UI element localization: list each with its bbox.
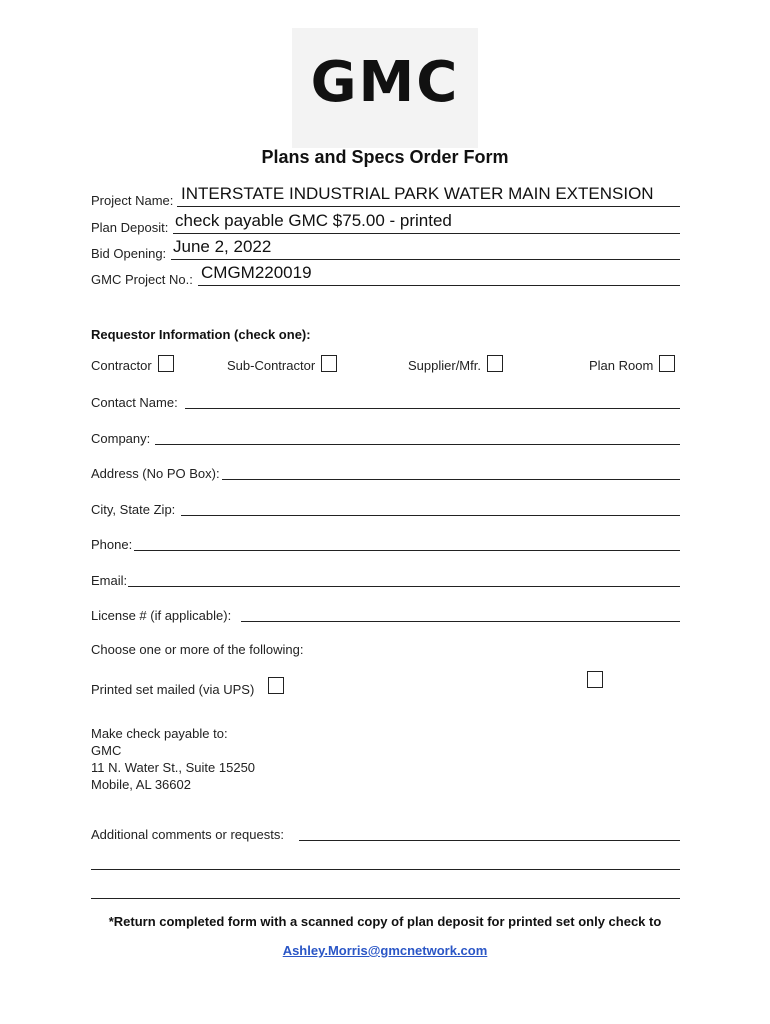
payable-line-1: Make check payable to:: [91, 726, 228, 741]
comments-field[interactable]: [91, 818, 680, 842]
address-field[interactable]: [91, 457, 680, 481]
plan-deposit-field[interactable]: [91, 211, 680, 235]
plan-deposit-label: Plan Deposit:: [91, 220, 169, 235]
license-label: License # (if applicable):: [91, 608, 232, 623]
sub-contractor-checkbox[interactable]: [321, 355, 337, 372]
second-option-checkbox[interactable]: [587, 671, 603, 688]
company-label: Company:: [91, 431, 151, 446]
payable-address: [91, 725, 255, 793]
project-name-label: Project Name:: [91, 193, 174, 208]
logo-text: GMC: [310, 50, 460, 115]
project-name-field[interactable]: [91, 184, 680, 208]
supplier-checkbox[interactable]: [487, 355, 503, 372]
address-line: [222, 479, 680, 480]
contact-name-field[interactable]: [91, 386, 680, 410]
city-state-zip-line: [181, 515, 680, 516]
requestor-heading: Requestor Information (check one):: [91, 327, 311, 342]
form-title: Plans and Specs Order Form: [261, 147, 509, 167]
payable-line-4: Mobile, AL 36602: [91, 777, 191, 792]
license-line: [241, 621, 680, 622]
gmc-project-no-value: CMGM220019: [201, 263, 312, 282]
phone-line: [134, 550, 680, 551]
license-field[interactable]: [91, 599, 680, 623]
city-state-zip-label: City, State Zip:: [91, 502, 176, 517]
company-line: [155, 444, 680, 445]
requestor-option-supplier[interactable]: [408, 355, 503, 373]
comments-line-3[interactable]: [91, 898, 680, 899]
requestor-option-contractor[interactable]: [91, 355, 174, 373]
phone-label: Phone:: [91, 537, 133, 552]
contact-email-link[interactable]: [0, 943, 770, 958]
printed-set-checkbox[interactable]: [268, 677, 284, 694]
printed-set-label: Printed set mailed (via UPS): [91, 682, 255, 697]
email-field[interactable]: [91, 564, 680, 588]
city-state-zip-field[interactable]: [91, 493, 680, 517]
requestor-option-sub-contractor[interactable]: [227, 355, 337, 373]
bid-opening-label: Bid Opening:: [91, 246, 167, 261]
gmc-logo: [292, 28, 478, 148]
choose-heading: Choose one or more of the following:: [91, 642, 304, 657]
comments-label: Additional comments or requests:: [91, 827, 284, 842]
printed-set-option[interactable]: [91, 677, 284, 697]
payable-line-3: 11 N. Water St., Suite 15250: [91, 760, 256, 775]
contact-name-label: Contact Name:: [91, 395, 178, 410]
plan-deposit-line: [173, 233, 680, 234]
supplier-label: Supplier/Mfr.: [408, 358, 481, 373]
email-line: [128, 586, 680, 587]
footer-note: *Return completed form with a scanned copy of plan deposit for printed set only check to: [108, 914, 662, 929]
contractor-checkbox[interactable]: [158, 355, 174, 372]
contact-email-text[interactable]: Ashley.Morris@gmcnetwork.com: [282, 943, 488, 958]
address-label: Address (No PO Box):: [91, 466, 220, 481]
project-name-value: INTERSTATE INDUSTRIAL PARK WATER MAIN EXTENSION: [181, 184, 654, 203]
company-field[interactable]: [91, 422, 680, 446]
contact-name-line: [185, 408, 680, 409]
plan-room-checkbox[interactable]: [659, 355, 675, 372]
bid-opening-field[interactable]: [91, 237, 680, 261]
plan-deposit-value: check payable GMC $75.00 - printed: [175, 211, 452, 230]
gmc-project-no-field[interactable]: [91, 263, 680, 287]
requestor-option-plan-room[interactable]: [589, 355, 675, 373]
email-label: Email:: [91, 573, 128, 588]
comments-line-2[interactable]: [91, 869, 680, 870]
project-name-line: [177, 206, 680, 207]
bid-opening-line: [171, 259, 680, 260]
gmc-project-no-line: [198, 285, 680, 286]
bid-opening-value: June 2, 2022: [173, 237, 272, 256]
comments-line-1: [299, 840, 680, 841]
phone-field[interactable]: [91, 528, 680, 552]
payable-line-2: GMC: [91, 743, 122, 758]
sub-contractor-label: Sub-Contractor: [227, 358, 316, 373]
contractor-label: Contractor: [91, 358, 152, 373]
plan-room-label: Plan Room: [589, 358, 654, 373]
gmc-project-no-label: GMC Project No.:: [91, 272, 193, 287]
